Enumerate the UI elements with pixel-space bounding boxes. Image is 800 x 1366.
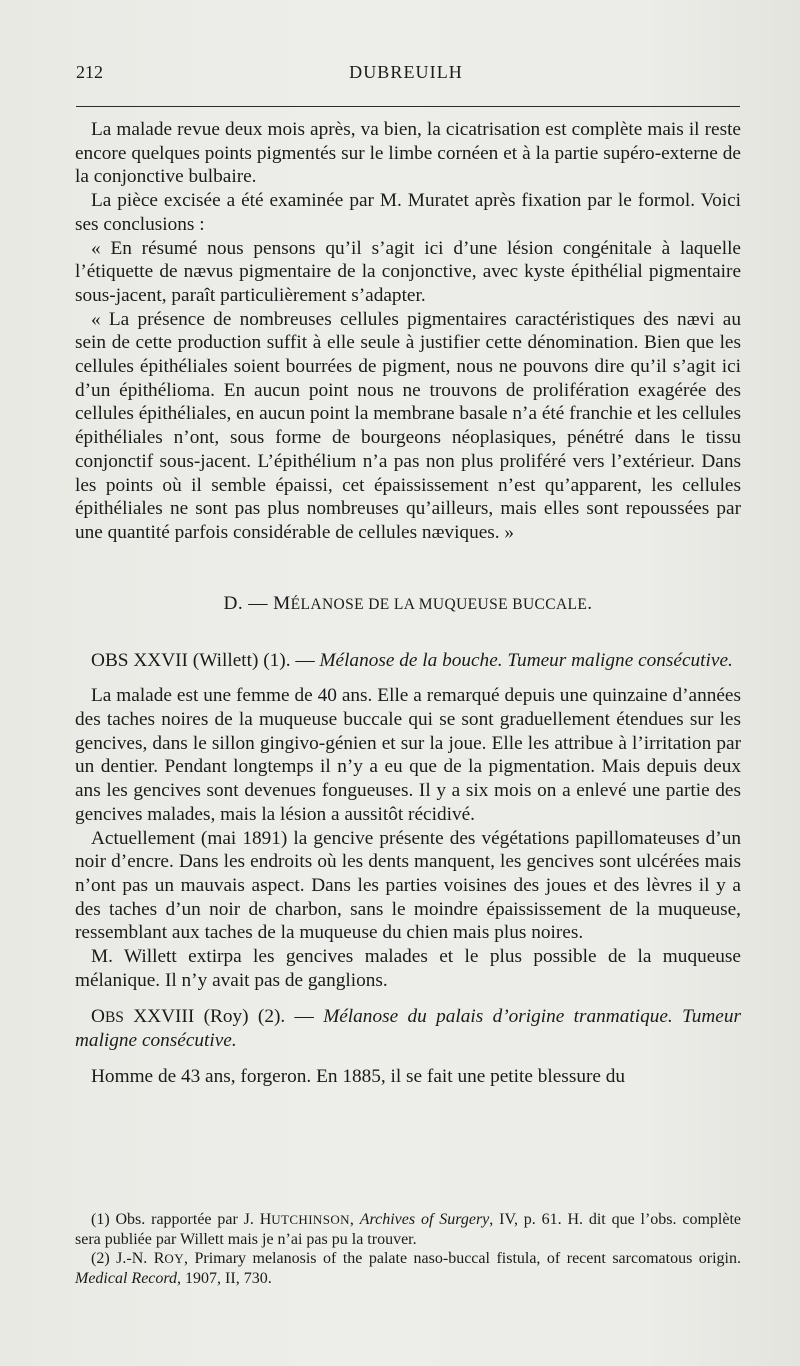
paragraph: La malade est une femme de 40 ans. Elle a remarqué depuis une quinzaine d’années des taches noires de la muqueuse buccale qui se sont graduellement étendues sur les gencives, dans le sillon gingivo-génien et sur la joue. Elle les attribue à l’irritation par un dentier. Pendant longtemps il n’y a eu que de la pigmentation. Mais depuis deux ans les gencives sont devenues fongueuses. Il y a six mois on a enlevé une partie des gencives malades, mais la lésion a aussitôt récidivé.	[75, 685, 741, 825]
observation-heading	[75, 649, 741, 673]
section-heading-prefix: D. — M	[223, 592, 291, 614]
paragraph: Actuellement (mai 1891) la gencive présente des végétations papillomateuses d’un noir d’encre. Dans les endroits où les dents manquent, les gencives sont ulcérées mais n’ont pas un mauvais aspect. Dans les parties voisines des joues et des lèvres il y a des taches d’un noir de charbon, sans le moindre épaississement de la muqueuse, ressemblant aux taches de la muqueuse du chien mais plus noires.	[75, 827, 741, 944]
footnote-text: (2) J.-N. R	[91, 1250, 165, 1268]
section-heading-suffix: .	[587, 592, 593, 614]
footnote-text: , IV, p. 61. H. dit que l’obs. complète sera publiée par Willett mais je n’ai pas pu la trouver.	[75, 1211, 742, 1248]
observation-title: Mélanose du palais d’origine tranmatique. Tumeur maligne consécutive.	[75, 1005, 741, 1052]
observation-ref: XXVIII (Roy) (2). —	[123, 1005, 324, 1027]
section-heading-caps: ÉLANOSE DE LA MUQUEUSE BUCCALE	[290, 595, 588, 613]
paragraph: « En résumé nous pensons qu’il s’agit ici d’une lésion congénitale à laquelle l’étiquette de nævus pigmentaire de la conjonctive, avec kyste épithélial pigmentaire sous-jacent, paraît particulièrement s’adapter.	[75, 237, 741, 306]
observation-title: Mélanose de la bouche. Tumeur maligne consécutive.	[319, 649, 733, 671]
footnote-text: , 1907, II, 730.	[177, 1269, 272, 1287]
observation-lead: O	[91, 649, 105, 671]
header-rule	[76, 106, 740, 107]
observation-caps: BS	[104, 649, 129, 671]
paragraph: La malade revue deux mois après, va bien, la cicatrisation est complète mais il reste encore quelques points pigmentés sur le limbe cornéen et à la partie supéro-externe de la conjonctive bulbaire.	[75, 119, 741, 188]
paragraph: M. Willett extirpa les gencives malades et le plus possible de la muqueuse mélanique. Il n’y avait pas de ganglions.	[75, 946, 741, 991]
body-text	[75, 118, 741, 1089]
observation-ref: XXVII (Willett) (1). —	[128, 649, 320, 671]
footnote-text: (1) Obs. rapportée par J. H	[91, 1211, 272, 1228]
paragraph: La pièce excisée a été examinée par M. Muratet après fixation par le formol. Voici ses conclusions :	[75, 190, 741, 235]
observation-heading	[75, 1005, 741, 1053]
running-title: DUBREUILH	[349, 62, 463, 82]
footnote-text: ,	[349, 1211, 360, 1228]
footnotes	[75, 1210, 741, 1288]
section-heading	[75, 592, 741, 617]
footnote-journal: Archives of Surgery	[359, 1211, 490, 1228]
footnote-journal: Medical Record	[75, 1269, 178, 1287]
observation-caps: BS	[104, 1008, 124, 1026]
observation-lead: O	[91, 1005, 105, 1027]
page-number: 212	[76, 62, 103, 82]
paragraph: Homme de 43 ans, forgeron. En 1885, il se fait une petite blessure du	[91, 1065, 626, 1087]
footnote-author-caps: UTCHINSON	[271, 1212, 350, 1227]
footnote-1	[75, 1210, 741, 1249]
footnote-2	[75, 1249, 741, 1288]
footnote-author-caps: OY	[164, 1251, 184, 1267]
page-header	[72, 62, 740, 88]
footnote-text: , Primary melanosis of the palate naso-buccal fistula, of recent sarcomatous origin.	[183, 1250, 742, 1268]
paragraph: « La présence de nombreuses cellules pigmentaires caractéristiques des nævi au sein de cette production suffit à elle seule à justifier cette dénomination. Bien que les cellules épithéliales soient bourrées de pigment, nous ne pouvons dire qu’il s’agit ici d’un épithélioma. En aucun point nous ne trouvons de prolifération exagérée des cellules épithéliales, en aucun point la membrane basale n’a été franchie et les cellules épithéliales n’ont, sous forme de bourgeons néoplasiques, pénétré dans le tissu conjonctif sous-jacent. L’épithélium n’a pas non plus proliféré vers l’extérieur. Dans les points où il semble épaissi, cet épaississement n’est qu’apparent, les cellules épithéliales ne sont pas plus nombreuses qu’ailleurs, mais elles sont repoussées par une quantité parfois considérable de cellules næviques. »	[75, 308, 741, 543]
